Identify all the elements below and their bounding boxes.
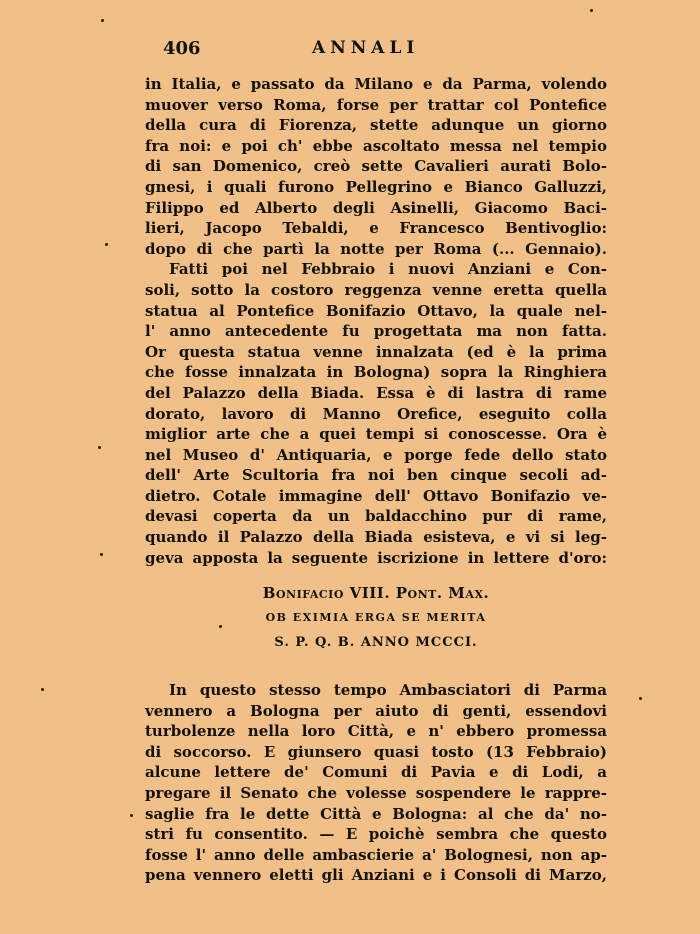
text-line: geva apposta la seguente iscrizione in lettere d'oro: [145,548,607,567]
page-header [0,38,700,62]
text-line: pena vennero eletti gli Anziani e i Consoli di Marzo, [145,866,607,885]
paper-speck [101,19,104,22]
main-text [145,74,607,568]
text-line: devasi coperta da un baldacchino pur di rame, [145,507,607,526]
page-number: 406 [163,38,201,59]
text-line: dorato, lavoro di Manno Orefice, eseguito colla [145,404,607,423]
text-line: dell' Arte Scultoria fra noi ben cinque secoli ad- [145,466,607,485]
text-line: statua al Pontefice Bonifazio Ottavo, la quale nel- [145,301,607,320]
text-line: lieri, Jacopo Tebaldi, e Francesco Bentivoglio: [145,219,607,238]
text-line: l' anno antecedente fu progettata ma non fatta. [145,322,607,341]
text-line: saglie fra le dette Città e Bologna: al che da' no- [145,804,607,823]
text-line: stri fu consentito. — E poichè sembra che questo [145,825,607,844]
paper-speck [130,814,133,817]
inscription-line: Bonifacio VIII. Pont. Max. [262,584,490,602]
text-line: in Italia, e passato da Milano e da Parma, volendo [145,75,607,93]
inscription-line: S. P. Q. B. ANNO MCCCI. [274,635,478,650]
text-line: fra noi: e poi ch' ebbe ascoltato messa nel tempio [145,136,607,155]
text-line: muover verso Roma, forse per trattar col Pontefice [145,95,607,114]
paper-speck [105,243,108,246]
paper-speck [639,697,642,700]
text-line: pregare il Senato che volesse sospendere le rappre- [145,783,607,802]
main-text-continued [145,680,607,886]
text-line: miglior arte che a quei tempi si conoscesse. Ora è [145,425,607,444]
text-line: vennero a Bologna per aiuto di genti, essendovi [145,701,607,720]
inscription-line: OB EXIMIA ERGA SE MERITA [265,611,487,624]
text-line: Fatti poi nel Febbraio i nuovi Anziani e Con- [169,260,607,279]
text-line: gnesi, i quali furono Pellegrino e Bianco Galluzzi, [145,177,607,196]
text-line: fosse l' anno delle ambascierie a' Bolognesi, non ap- [145,845,607,864]
text-line: turbolenze nella loro Città, e n' ebbero promessa [145,722,607,741]
text-line: quando il Palazzo della Biada esisteva, e vi si leg- [145,528,607,547]
text-line: dietro. Cotale immagine dell' Ottavo Bonifazio ve- [145,486,607,505]
text-line: Filippo ed Alberto degli Asinelli, Giacomo Baci- [145,198,607,217]
text-line: dopo di che partì la notte per Roma (... Gennaio). [145,239,607,258]
text-line: alcune lettere de' Comuni di Pavia e di Lodi, a [145,763,607,782]
paper-speck [100,553,103,556]
inscription-block [145,580,607,656]
text-line: In questo stesso tempo Ambasciatori di Parma [169,681,607,699]
running-title: ANNALI [312,38,420,58]
text-line: di san Domenico, creò sette Cavalieri aurati Bolo- [145,157,607,176]
text-line: di soccorso. E giunsero quasi tosto (13 Febbraio) [145,742,607,761]
text-line: della cura di Fiorenza, stette adunque un giorno [145,116,607,135]
text-line: soli, sotto la costoro reggenza venne eretta quella [145,280,607,299]
paper-speck [590,9,593,12]
text-line: del Palazzo della Biada. Essa è di lastra di rame [145,383,607,402]
text-line: nel Museo d' Antiquaria, e porge fede dello stato [145,445,607,464]
text-line: che fosse innalzata in Bologna) sopra la Ringhiera [145,363,607,382]
paper-speck [41,688,44,691]
text-line: Or questa statua venne innalzata (ed è la prima [145,342,607,361]
paper-speck [98,446,101,449]
paper-speck [219,625,222,628]
